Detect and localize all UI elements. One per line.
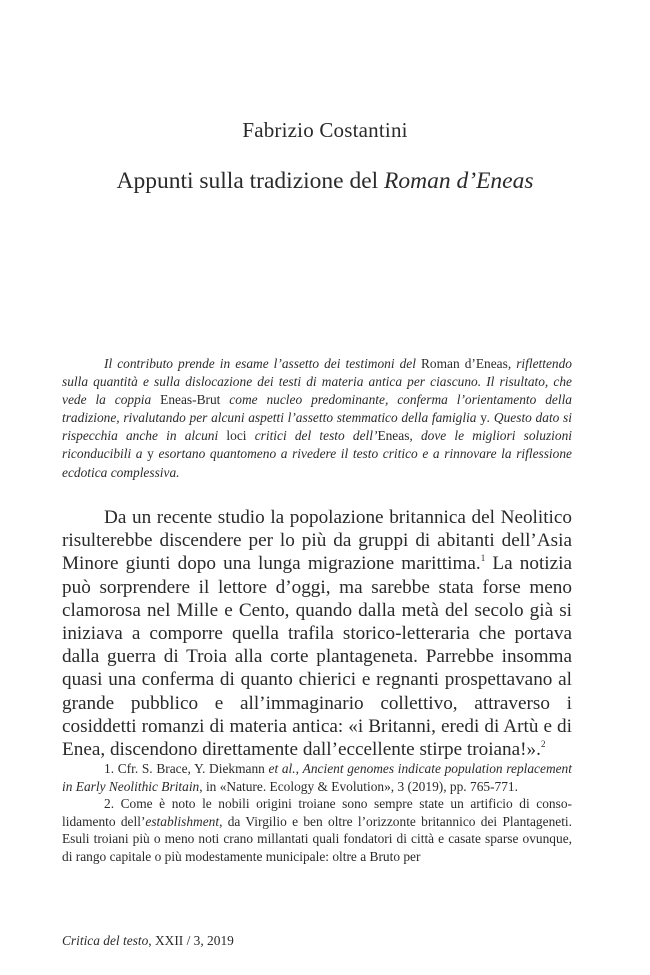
title-prefix: Appunti sulla tradizione del [116,168,385,194]
abstract-roman-text: y [147,446,154,462]
abstract-text: , riflettendo sulla quantità e sulla dislocazione dei testi di materia antica per ciascuno. Il risultato, che vede la coppia [62,356,573,408]
abstract-text: , dove le migliori soluzioni riconducibili a [62,428,572,462]
abstract-text: . Questo dato si rispecchia anche in alcuni [62,410,572,444]
abstract-text: critici del testo dell’ [246,428,378,444]
footnote-1 [62,760,572,795]
footnote-text: , in «Nature. Ecology & Evolution», 3 (2019), pp. 765-771. [199,778,518,794]
footnotes [62,760,572,866]
footnote-2 [62,795,572,865]
footnote-italic: Ancient genomes indicate population replacement in Early Neolithic Britain [62,761,572,794]
abstract-text: esortano quantomeno a rivedere il testo critico e a rinnovare la riflessione ecdotica complessiva. [62,446,572,480]
abstract-roman-text: Roman d’Eneas [421,356,508,371]
abstract-roman-text: y [480,410,487,426]
abstract-roman-text: Eneas-Brut [160,392,221,408]
journal-name: Critica del testo [62,933,149,948]
body-paragraph [62,506,572,761]
abstract-roman-text: Eneas [377,428,410,444]
abstract-text: come nucleo predominante, conferma l’orientamento della tradizione, rivalutando per alcuni aspetti l’assetto stemmatico della famiglia [62,392,572,426]
footnote-italic: et al. [268,761,296,776]
body-text: La notizia può sorprendere il lettore d’oggi, ma sarebbe stata forse meno clamorosa nel Mille e Cento, quando dalla metà del secolo già si iniziava a comporre quella trafila storico-letteraria che portava dalla guerra di Troia alla corte plantageneta. Parrebbe insomma quasi una conferma di quanto chierici e regnanti prospettavano al grande pubblico e all’immaginario collettivo, attraverso i cosiddetti romanzi di materia antica: «i Britanni, eredi di Artù e di Enea, discendono direttamente dall’eccellente stirpe troiana!». [62,553,572,761]
page-footer [62,933,234,949]
footnote-text: , [295,761,303,776]
abstract-text: Il contributo prende in esame l’assetto dei testimoni del [104,356,421,371]
article-title [0,168,650,195]
abstract-roman-text: loci [226,428,247,444]
body-text: Da un recente studio la popolazione britannica del Neolitico risulterebbe discendere per lo più da gruppi di abitanti dell’Asia Minore giunti dopo una lunga migrazione marittima. [62,507,572,575]
footnote-ref-1[interactable]: 1 [480,553,486,564]
article-author: Fabrizio Costantini [242,118,408,142]
footnote-ref-2[interactable]: 2 [540,739,546,750]
footnote-text: 2. Come è noto le nobili origini troiane sono sempre state un artificio di consolidamento dell’ [62,796,572,829]
footnote-text: 1. Cfr. S. Brace, Y. Diekmann [104,761,269,776]
footnote-italic: establishment [145,813,220,829]
title-italic-work: Roman d’Eneas [384,168,534,194]
abstract [62,355,572,482]
footnote-text: , da Virgilio e ben oltre l’orizzonte britannico dei Plantageneti. Esuli troiani più o meno noti crano millantati quali fondatori di città e casate sparse ovunque, di rango capitale o più modestamente municipale: oltre a Bruto per [62,813,572,864]
journal-issue: , XXII / 3, 2019 [148,933,234,948]
